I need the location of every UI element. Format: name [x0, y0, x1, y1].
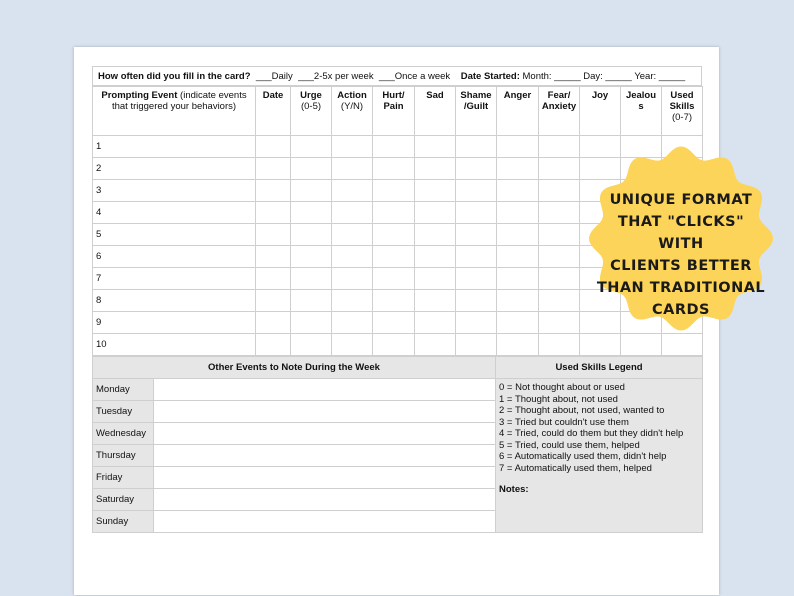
other-events-title: Other Events to Note During the Week	[93, 357, 496, 379]
col-joy: Joy	[580, 87, 621, 136]
entry-cell[interactable]	[415, 158, 456, 180]
day-label: Sunday	[93, 511, 154, 533]
day-label: Thursday	[93, 445, 154, 467]
row-number-cell[interactable]: 2	[93, 158, 256, 180]
entry-cell[interactable]	[332, 312, 373, 334]
entry-cell[interactable]	[373, 268, 415, 290]
entry-cell[interactable]	[256, 202, 291, 224]
action-label: Action	[337, 90, 367, 101]
entry-cell[interactable]	[539, 180, 580, 202]
entry-cell[interactable]	[497, 290, 539, 312]
row-number-cell[interactable]: 1	[93, 136, 256, 158]
entry-cell[interactable]	[456, 334, 497, 356]
legend-item: 3 = Tried but couldn't use them	[499, 416, 629, 428]
entry-cell[interactable]	[539, 158, 580, 180]
entry-cell[interactable]	[332, 136, 373, 158]
entry-cell[interactable]	[332, 202, 373, 224]
legend-box	[496, 379, 703, 533]
entry-cell[interactable]	[291, 158, 332, 180]
entry-cell[interactable]	[291, 202, 332, 224]
entry-cell[interactable]	[539, 202, 580, 224]
year-field: Year: _____	[634, 70, 686, 82]
entry-cell[interactable]	[373, 180, 415, 202]
day-notes-field[interactable]	[154, 445, 496, 467]
entry-cell[interactable]	[497, 202, 539, 224]
day-label: Saturday	[93, 489, 154, 511]
entry-cell[interactable]	[332, 224, 373, 246]
row-number-cell[interactable]: 10	[93, 334, 256, 356]
date-started-label: Date Started:	[460, 70, 520, 82]
legend-item: 6 = Automatically used them, didn't help	[499, 451, 667, 462]
entry-cell[interactable]	[415, 136, 456, 158]
col-hurt	[373, 87, 415, 136]
col-anger: Anger	[497, 87, 539, 136]
entry-cell[interactable]	[256, 180, 291, 202]
shame-label: Shame	[460, 90, 492, 101]
day-label: Wednesday	[93, 423, 154, 445]
badge-line: THAN TRADITIONAL	[596, 280, 766, 296]
entry-cell[interactable]	[415, 290, 456, 312]
entry-cell[interactable]	[539, 136, 580, 158]
legend-item: 4 = Tried, could do them but they didn't help	[499, 428, 684, 439]
entry-cell[interactable]	[456, 224, 497, 246]
bottom-table	[92, 356, 703, 533]
entry-cell[interactable]	[456, 290, 497, 312]
entry-cell[interactable]	[373, 202, 415, 224]
legend-item: 1 = Thought about, not used	[499, 393, 618, 405]
entry-cell[interactable]	[415, 180, 456, 202]
entry-cell[interactable]	[539, 246, 580, 268]
entry-cell[interactable]	[373, 312, 415, 334]
entry-cell[interactable]	[415, 202, 456, 224]
entry-cell[interactable]	[497, 136, 539, 158]
badge-line: THAT "CLICKS" WITH	[617, 214, 745, 252]
entry-cell[interactable]	[456, 202, 497, 224]
entry-cell[interactable]	[373, 246, 415, 268]
row-number-cell[interactable]: 7	[93, 268, 256, 290]
row-number-cell[interactable]: 9	[93, 312, 256, 334]
fear-label: Fear/	[547, 90, 571, 101]
day-label: Tuesday	[93, 401, 154, 423]
entry-cell[interactable]	[332, 290, 373, 312]
day-label: Monday	[93, 379, 154, 401]
table-row	[93, 334, 703, 356]
entry-cell[interactable]	[497, 158, 539, 180]
entry-cell[interactable]	[291, 246, 332, 268]
action-sub: (Y/N)	[340, 101, 364, 112]
legend-item: 2 = Thought about, not used, wanted to	[499, 405, 665, 416]
day-notes-field[interactable]	[154, 489, 496, 511]
entry-cell[interactable]	[332, 158, 373, 180]
legend-item: 7 = Automatically used them, helped	[499, 462, 652, 474]
option-once: ___Once a week	[378, 70, 451, 82]
entry-cell[interactable]	[332, 268, 373, 290]
frequency-line	[93, 67, 702, 86]
entry-cell[interactable]	[256, 290, 291, 312]
days-body	[93, 379, 703, 533]
hurt-label-2: Pain	[383, 101, 404, 112]
col-used-skills	[662, 87, 703, 136]
entry-cell[interactable]	[291, 136, 332, 158]
jealous-label: Jealou	[625, 90, 657, 101]
col-sad: Sad	[415, 87, 456, 136]
entry-cell[interactable]	[373, 334, 415, 356]
entry-cell[interactable]	[415, 312, 456, 334]
month-field: Month: _____	[522, 70, 581, 82]
row-number-cell[interactable]: 5	[93, 224, 256, 246]
entry-cell[interactable]	[580, 334, 621, 356]
entry-cell[interactable]	[456, 246, 497, 268]
entry-cell[interactable]	[291, 224, 332, 246]
entry-cell[interactable]	[291, 268, 332, 290]
col-urge	[291, 87, 332, 136]
entry-cell[interactable]	[291, 312, 332, 334]
entry-cell[interactable]	[332, 246, 373, 268]
entry-cell[interactable]	[256, 312, 291, 334]
entry-cell[interactable]	[415, 268, 456, 290]
col-fear	[539, 87, 580, 136]
badge-line: CLIENTS BETTER	[610, 258, 752, 274]
promo-badge	[583, 141, 779, 336]
row-number-cell[interactable]: 8	[93, 290, 256, 312]
entry-cell[interactable]	[291, 334, 332, 356]
entry-cell[interactable]	[539, 290, 580, 312]
entry-cell[interactable]	[256, 136, 291, 158]
entry-cell[interactable]	[456, 180, 497, 202]
entry-cell[interactable]	[373, 224, 415, 246]
day-notes-field[interactable]	[154, 511, 496, 533]
entry-cell[interactable]	[256, 158, 291, 180]
notes-label: Notes:	[499, 484, 529, 495]
entry-cell[interactable]	[415, 246, 456, 268]
row-number-cell[interactable]: 3	[93, 180, 256, 202]
entry-cell[interactable]	[497, 246, 539, 268]
entry-cell[interactable]	[662, 334, 703, 356]
entry-cell[interactable]	[456, 136, 497, 158]
day-notes-field[interactable]	[154, 401, 496, 423]
shame-label-2: /Guilt	[463, 101, 489, 112]
legend-title: Used Skills Legend	[496, 357, 703, 379]
row-number-cell[interactable]: 4	[93, 202, 256, 224]
entry-cell[interactable]	[256, 334, 291, 356]
entry-cell[interactable]	[539, 224, 580, 246]
entry-cell[interactable]	[456, 312, 497, 334]
entry-cell[interactable]	[497, 334, 539, 356]
legend-item: 0 = Not thought about or used	[499, 382, 625, 393]
prompting-bold: Prompting Event	[101, 90, 178, 101]
badge-line: UNIQUE FORMAT	[609, 192, 753, 208]
day-notes-field[interactable]	[154, 423, 496, 445]
day-notes-field[interactable]	[154, 467, 496, 489]
entry-cell[interactable]	[539, 268, 580, 290]
entry-cell[interactable]	[373, 136, 415, 158]
used-sub: (0-7)	[671, 112, 693, 123]
day-label: Friday	[93, 467, 154, 489]
entry-cell[interactable]	[497, 224, 539, 246]
entry-cell[interactable]	[373, 158, 415, 180]
entry-cell[interactable]	[256, 246, 291, 268]
entry-cell[interactable]	[373, 290, 415, 312]
entry-cell[interactable]	[497, 312, 539, 334]
entry-cell[interactable]	[415, 334, 456, 356]
entry-cell[interactable]	[415, 224, 456, 246]
col-date: Date	[256, 87, 291, 136]
day-notes-field[interactable]	[154, 379, 496, 401]
prompting-note: (indicate events that triggered your behaviors)	[111, 90, 247, 112]
day-row	[93, 379, 703, 401]
option-daily: ___Daily	[255, 70, 293, 82]
row-number-cell[interactable]: 6	[93, 246, 256, 268]
entry-cell[interactable]	[332, 180, 373, 202]
entry-cell[interactable]	[497, 180, 539, 202]
frequency-question: How often did you fill in the card?	[98, 70, 251, 82]
fear-label-2: Anxiety	[541, 101, 577, 112]
badge-line: CARDS	[651, 302, 710, 318]
jealous-label-2: s	[638, 101, 644, 112]
entry-cell[interactable]	[291, 290, 332, 312]
col-jealous	[621, 87, 662, 136]
urge-label: Urge	[300, 90, 322, 101]
entry-cell[interactable]	[497, 268, 539, 290]
entry-cell[interactable]	[539, 334, 580, 356]
option-2-5x: ___2-5x per week	[298, 70, 374, 82]
entry-cell[interactable]	[456, 268, 497, 290]
hurt-label: Hurt/	[382, 90, 405, 101]
frequency-row	[92, 66, 702, 86]
col-shame	[456, 87, 497, 136]
entry-cell[interactable]	[291, 180, 332, 202]
day-field: Day: _____	[583, 70, 632, 82]
entry-cell[interactable]	[539, 312, 580, 334]
entry-cell[interactable]	[256, 268, 291, 290]
used-label: Used	[670, 90, 694, 101]
entry-cell[interactable]	[456, 158, 497, 180]
badge-text	[593, 189, 769, 321]
col-prompting-event	[93, 87, 256, 136]
used-label-2: Skills	[669, 101, 695, 112]
entry-cell[interactable]	[256, 224, 291, 246]
table-header	[93, 87, 703, 136]
entry-cell[interactable]	[621, 334, 662, 356]
col-action	[332, 87, 373, 136]
entry-cell[interactable]	[332, 334, 373, 356]
urge-sub: (0-5)	[300, 101, 322, 112]
legend-item: 5 = Tried, could use them, helped	[499, 439, 640, 451]
